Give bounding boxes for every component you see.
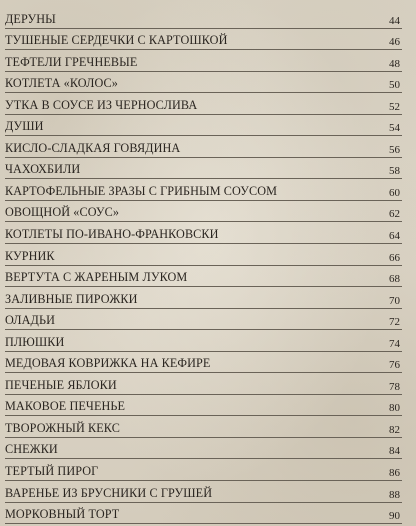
toc-entry-title: КИСЛО-СЛАДКАЯ ГОВЯДИНА [5, 140, 181, 155]
toc-entry [5, 7, 402, 29]
toc-entry [5, 244, 402, 266]
toc-entry-page: 44 [389, 14, 400, 27]
toc-entry [5, 459, 402, 481]
toc-entry-title: КАРТОФЕЛЬНЫЕ ЗРАЗЫ С ГРИБНЫМ СОУСОМ [5, 183, 278, 198]
toc-entry-title: ТВОРОЖНЫЙ КЕКС [5, 420, 120, 435]
toc-entry-title: СНЕЖКИ [5, 442, 58, 457]
toc-entry-page: 68 [389, 273, 400, 286]
toc-entry [5, 352, 402, 374]
toc-entry [5, 50, 402, 72]
toc-entry-page: 72 [389, 316, 400, 329]
toc-entry-title: МАКОВОЕ ПЕЧЕНЬЕ [5, 399, 126, 414]
toc-entry-page: 80 [389, 402, 400, 415]
toc-entry-title: МЕДОВАЯ КОВРИЖКА НА КЕФИРЕ [5, 356, 211, 371]
toc-entry-page: 76 [389, 359, 400, 372]
toc-entry-title: ОВОЩНОЙ «СОУС» [5, 205, 120, 220]
toc-entry-page: 46 [389, 36, 400, 49]
toc-entry-page: 62 [389, 208, 400, 221]
toc-entry-page: 58 [389, 165, 400, 178]
toc-entry-title: КУРНИК [5, 248, 55, 263]
toc-entry [5, 266, 402, 288]
toc-entry [5, 158, 402, 180]
toc-entry-title: КОТЛЕТА «КОЛОС» [5, 76, 118, 91]
toc-entry [5, 395, 402, 417]
table-of-contents [5, 7, 402, 524]
toc-entry [5, 373, 402, 395]
toc-entry [5, 93, 402, 115]
toc-entry-page: 90 [389, 510, 400, 523]
toc-entry [5, 222, 402, 244]
toc-entry-page: 82 [389, 423, 400, 436]
toc-entry-title: ЧАХОХБИЛИ [5, 162, 81, 177]
toc-entry-page: 86 [389, 467, 400, 480]
toc-entry-page: 54 [389, 122, 400, 135]
toc-entry-title: ПЕЧЕНЫЕ ЯБЛОКИ [5, 377, 117, 392]
toc-entry-page: 52 [389, 100, 400, 113]
toc-entry [5, 503, 402, 525]
toc-entry-page: 78 [389, 380, 400, 393]
toc-entry [5, 179, 402, 201]
toc-entry [5, 201, 402, 223]
toc-entry-page: 74 [389, 337, 400, 350]
toc-entry-page: 56 [389, 143, 400, 156]
toc-entry [5, 115, 402, 137]
toc-entry-title: МОРКОВНЫЙ ТОРТ [5, 507, 120, 522]
toc-entry-page: 88 [389, 488, 400, 501]
toc-entry [5, 481, 402, 503]
toc-entry [5, 438, 402, 460]
toc-entry-title: ТЕРТЫЙ ПИРОГ [5, 464, 99, 479]
toc-entry-page: 66 [389, 251, 400, 264]
toc-entry [5, 416, 402, 438]
toc-entry-title: ПЛЮШКИ [5, 334, 65, 349]
toc-entry [5, 330, 402, 352]
toc-entry [5, 29, 402, 51]
toc-entry-title: ДУШИ [5, 119, 44, 134]
toc-entry-page: 50 [389, 79, 400, 92]
toc-entry-title: ДЕРУНЫ [5, 11, 56, 26]
toc-entry-title: ВЕРТУТА С ЖАРЕНЫМ ЛУКОМ [5, 270, 188, 285]
toc-entry-title: УТКА В СОУСЕ ИЗ ЧЕРНОСЛИВА [5, 97, 198, 112]
toc-entry-page: 60 [389, 186, 400, 199]
toc-entry-page: 48 [389, 57, 400, 70]
toc-entry [5, 309, 402, 331]
toc-entry-page: 64 [389, 230, 400, 243]
toc-entry [5, 136, 402, 158]
toc-entry-title: ВАРЕНЬЕ ИЗ БРУСНИКИ С ГРУШЕЙ [5, 485, 213, 500]
toc-entry [5, 287, 402, 309]
toc-entry-page: 70 [389, 294, 400, 307]
toc-entry-title: ТУШЕНЫЕ СЕРДЕЧКИ С КАРТОШКОЙ [5, 33, 228, 48]
toc-entry-title: ОЛАДЬИ [5, 313, 55, 328]
toc-entry-title: ТЕФТЕЛИ ГРЕЧНЕВЫЕ [5, 54, 138, 69]
toc-entry [5, 72, 402, 94]
toc-entry-title: ЗАЛИВНЫЕ ПИРОЖКИ [5, 291, 138, 306]
toc-entry-title: КОТЛЕТЫ ПО-ИВАНО-ФРАНКОВСКИ [5, 227, 219, 242]
toc-entry-page: 84 [389, 445, 400, 458]
